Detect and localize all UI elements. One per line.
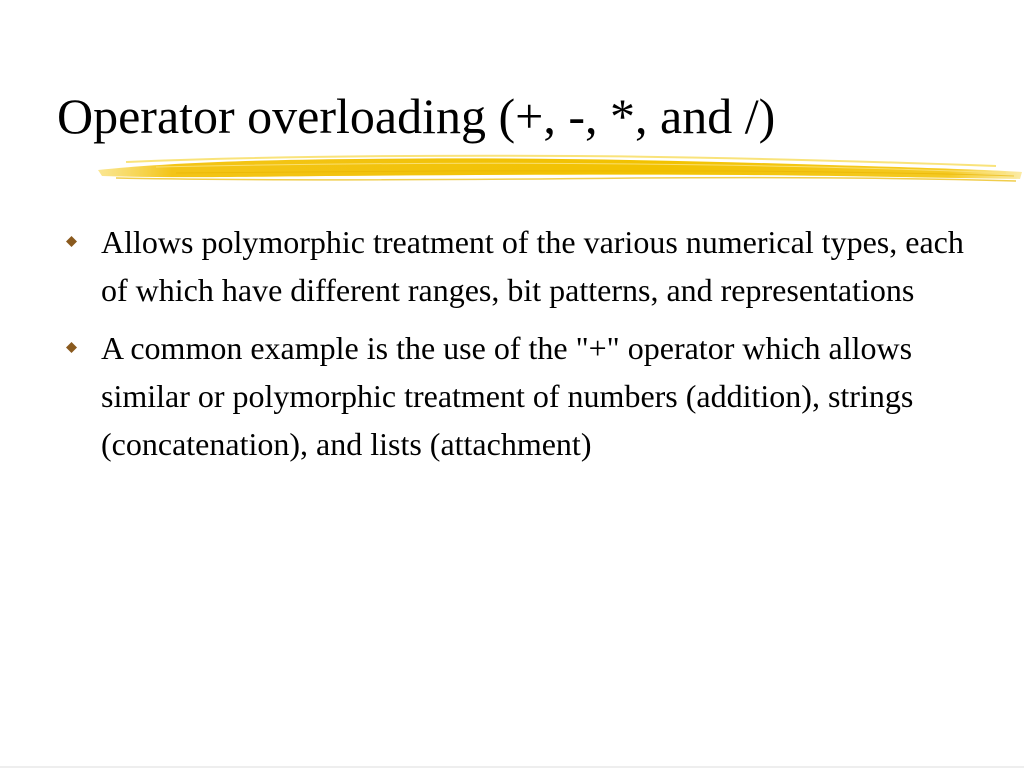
slide-title: Operator overloading (+, -, *, and /) [57,88,776,144]
bullet-list [64,218,984,478]
title-brush-stroke-underline [96,148,1024,188]
diamond-bullet-icon [66,342,77,353]
bullet-text: A common example is the use of the "+" operator which allows similar or polymorphic treatment of numbers (addition), strings (concatenation), and lists (attachment) [101,330,914,462]
list-item [64,324,984,468]
bullet-text: Allows polymorphic treatment of the various numerical types, each of which have different ranges, bit patterns, and representations [101,224,964,308]
diamond-bullet-icon [66,236,77,247]
list-item [64,218,984,314]
